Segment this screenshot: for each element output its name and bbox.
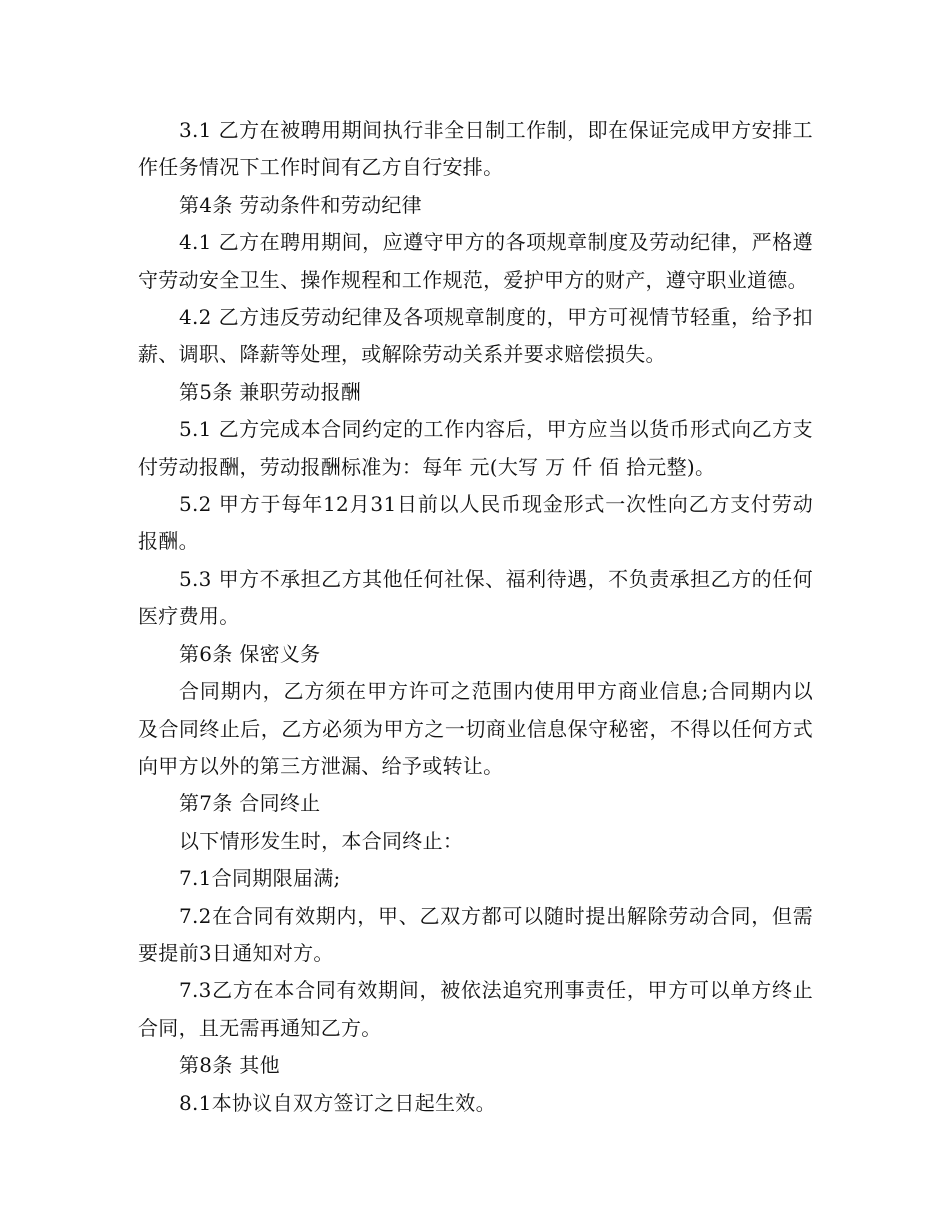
- clause-7-2: 7.2在合同有效期内，甲、乙双方都可以随时提出解除劳动合同，但需要提前3日通知对方。: [138, 903, 813, 965]
- clause-5-2: 5.2 甲方于每年12月31日前以人民币现金形式一次性向乙方支付劳动报酬。: [138, 492, 813, 554]
- clause-5-1: 5.1 乙方完成本合同约定的工作内容后，甲方应当以货币形式向乙方支付劳动报酬，劳动报酬标准为：每年 元(大写 万 仟 佰 拾元整)。: [138, 417, 813, 479]
- clause-3-1: 3.1 乙方在被聘用期间执行非全日制工作制，即在保证完成甲方安排工作任务情况下工作时间有乙方自行安排。: [138, 118, 813, 180]
- article-5-heading: 第5条 兼职劳动报酬: [179, 379, 362, 404]
- clause-5-3: 5.3 甲方不承担乙方其他任何社保、福利待遇，不负责承担乙方的任何医疗费用。: [138, 566, 813, 629]
- termination-intro: 以下情形发生时，本合同终止：: [179, 828, 464, 853]
- clause-4-1: 4.1 乙方在聘用期间，应遵守甲方的各项规章制度及劳动纪律，严格遵守劳动安全卫生、操作规程和工作规范，爱护甲方的财产，遵守职业道德。: [138, 230, 813, 292]
- article-4-heading: 第4条 劳动条件和劳动纪律: [179, 192, 422, 217]
- clause-4-2: 4.2 乙方违反劳动纪律及各项规章制度的，甲方可视情节轻重，给予扣薪、调职、降薪等处理，或解除劳动关系并要求赔偿损失。: [138, 305, 813, 367]
- document-body: [138, 112, 813, 1122]
- clause-7-1: 7.1合同期限届满;: [179, 866, 341, 891]
- article-6-heading: 第6条 保密义务: [179, 641, 321, 666]
- confidentiality-paragraph: 合同期内，乙方须在甲方许可之范围内使用甲方商业信息;合同期内以及合同终止后，乙方必须为甲方之一切商业信息保守秘密，不得以任何方式向甲方以外的第三方泄漏、给予或转让。: [138, 679, 813, 778]
- article-7-heading: 第7条 合同终止: [179, 791, 321, 816]
- article-8-heading: 第8条 其他: [179, 1053, 280, 1078]
- clause-7-3: 7.3乙方在本合同有效期间，被依法追究刑事责任，甲方可以单方终止合同，且无需再通知乙方。: [138, 978, 813, 1040]
- clause-8-1: 8.1本协议自双方签订之日起生效。: [179, 1090, 496, 1115]
